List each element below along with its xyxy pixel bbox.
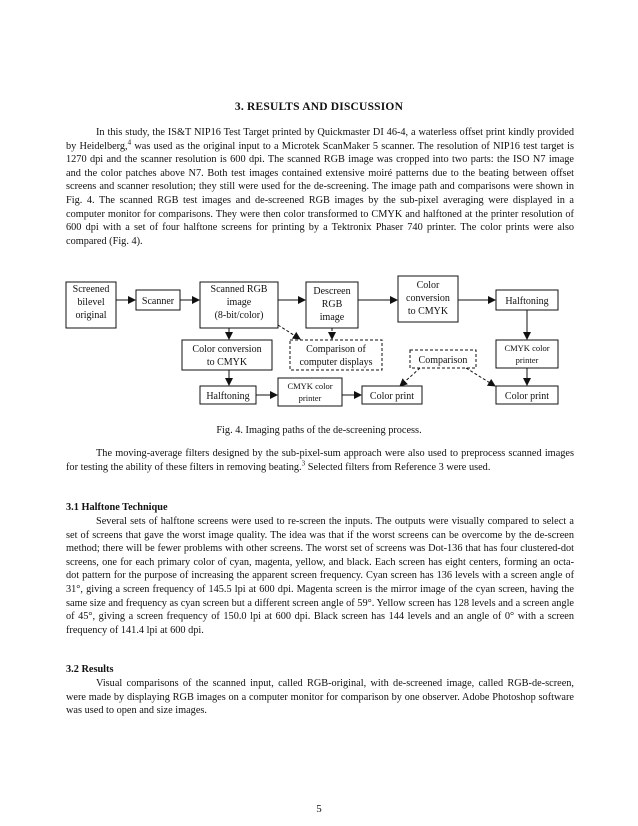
box-scanned-line2: image	[226, 297, 252, 308]
box-cmykprinter-right-line2: printer	[515, 355, 539, 365]
moving-text-part2: Selected filters from Reference 3 were used.	[305, 461, 491, 473]
box-colorconv-top-line1: Color	[416, 280, 440, 291]
box-screened-line2: bilevel	[77, 297, 105, 308]
box-comparison-label: Comparison	[418, 355, 468, 366]
box-descreen-line2: RGB	[321, 299, 343, 310]
moving-text-part1: The moving-average filters designed by the sub-pixel-sum approach were also used to preprocess scanned images for testing the ability of these filters in removing beating.	[66, 448, 574, 473]
section-title: 3. RESULTS AND DISCUSSION	[234, 101, 404, 113]
box-colorprint-right-label: Color print	[504, 391, 550, 402]
box-colorconv-left-line1: Color conversion	[192, 344, 262, 355]
results-paragraph: Visual comparisons of the scanned input, called RGB-original, with de-screened image, called RGB-de-screen, were made by displaying RGB images on a computer monitor for comparison by one observer. Adobe Photoshop software was used to open and size images.	[66, 678, 574, 717]
box-screened-line3: original	[75, 310, 107, 321]
box-colorconv-left-line2: to CMYK	[206, 357, 248, 368]
subsection-halftone-title: 3.1 Halftone Technique	[66, 502, 168, 513]
dashed-arrow-comparison-to-print-mid	[400, 368, 420, 386]
box-cmykprinter-right-line1: CMYK color	[504, 343, 550, 353]
box-colorconv-top-line3: to CMYK	[407, 306, 449, 317]
figure-4-diagram	[0, 270, 638, 420]
box-halftoning-left-label: Halftoning	[206, 391, 250, 402]
intro-text-part1: In this study, the IS&T NIP16 Test Target printed by Quickmaster DI 46-4, a waterless offset print kindly provided by Heidelberg,	[66, 127, 574, 152]
box-cmykprinter-mid-line1: CMYK color	[287, 381, 333, 391]
halftone-paragraph: Several sets of halftone screens were used to re-screen the inputs. The outputs were visually compared to select a set of screens that gave the worst image quality. The idea was that if the worst screens can be overcome by the de-screen method; there will be fewer problems with other screens. The worst set of screens was Dot-136 that has four clustered-dot screens, one for each primary color of cyan, magenta, yellow, and black. Each screen has eight centers, forming an octa-dot pattern for the purpose of increasing the apparent screen frequency. Cyan screen has 136 levels with a screen angle of 31°, giving a screen frequency of 145.5 lpi at 600 dpi. Magenta screen is the mirror image of the cyan screen, having the same size and frequency as cyan screen but a different screen angle of 59°. Yellow screen has 128 levels and a screen angle of 45°, giving a screen frequency of 150.0 lpi at 600 dpi. Black screen has 144 levels and an angle of 0° with a screen frequency of 141.4 lpi at 600 dpi.	[66, 516, 574, 636]
figure-caption: Fig. 4. Imaging paths of the de-screening process.	[216, 425, 422, 436]
subsection-results-title: 3.2 Results	[66, 664, 114, 675]
box-descreen-line1: Descreen	[313, 286, 351, 297]
box-compdisp-line2: computer displays	[299, 357, 373, 368]
box-screened-line1: Screened	[72, 284, 110, 295]
dashed-arrow-scanned-to-comparison	[278, 325, 300, 339]
box-cmykprinter-mid-line2: printer	[298, 393, 322, 403]
box-colorprint-mid-label: Color print	[369, 391, 415, 402]
intro-paragraph	[66, 126, 574, 248]
moving-average-paragraph	[66, 447, 574, 474]
box-scanned-line1: Scanned RGB	[210, 284, 268, 295]
box-scanner-label: Scanner	[141, 296, 175, 307]
moving-reference: 3	[301, 459, 306, 468]
intro-text-part2: was used as the original input to a Microtek ScanMaker 5 scanner. The resolution of NIP16 test target is 1270 dpi and the scanner resolution is 600 dpi. The scanned RGB image was cropped into two parts: the ISO N7 image and the color patches above N7. Both test images contained extensive moiré patterns due to the beating between offset screens and scanner resolution; they still were used for the de-screening. The image path and comparisons were shown in Fig. 4. The scanned RGB test images and de-screened RGB images by the sub-pixel averaging were displayed in a computer monitor for comparisons. They were then color transformed to CMYK and halftoned at the printer resolution of 600 dpi with a set of four halftone screens for printing by a Tektronix Phaser 740 printer. The color prints were also compared (Fig. 4).	[66, 140, 574, 247]
imaging-path-diagram	[0, 270, 638, 420]
box-colorconv-top-line2: conversion	[406, 293, 450, 304]
box-halftoning-right-label: Halftoning	[505, 296, 549, 307]
intro-reference: 4	[127, 138, 132, 147]
box-compdisp-line1: Comparison of	[306, 344, 366, 355]
box-scanned-line3: (8-bit/color)	[214, 310, 264, 321]
dashed-arrow-comparison-to-print-right	[466, 368, 495, 386]
box-descreen-line3: image	[319, 312, 345, 323]
page-number: 5	[316, 803, 322, 815]
